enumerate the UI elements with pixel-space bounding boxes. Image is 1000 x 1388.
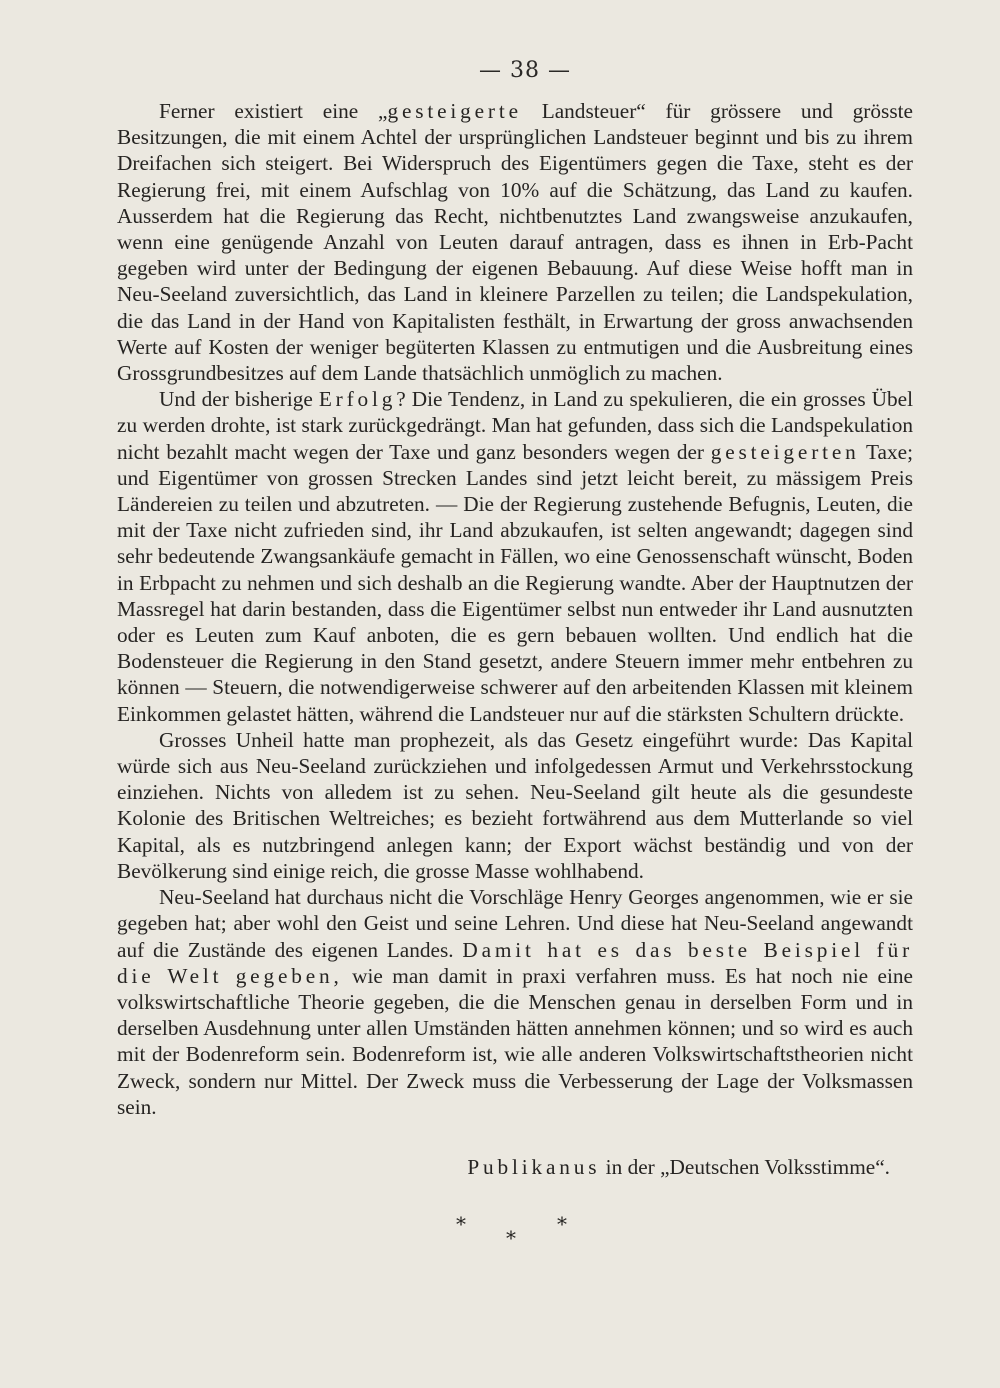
paragraph-text: Landsteuer“ für grössere und grösste Besitzungen, die mit einem Achtel der ursprünglichen Landsteuer beginnt und bis zu ihrem Dreifachen sich steigert. Bei Widerspruch des Eigentümers gegen die Taxe, steht es der Regierung frei, mit einem Aufschlag von 10% auf die Schätzung, das Land zu kaufen. Ausserdem hat die Regierung das Recht, nichtbenutztes Land zwangsweise anzukaufen, wenn eine genügende Anzahl von Leuten darauf antragen, dass es ihnen in Erb-Pacht gegeben wird unter der Bedingung der eigenen Bebauung. Auf diese Weise hofft man in Neu-Seeland zuversichtlich, das Land in kleinere Parzellen zu teilen; die Landspekulation, die das Land in der Hand von Kapitalisten festhält, in Erwartung der gross anwachsenden Werte auf Kosten der weniger begüterten Klassen zu entmutigen und die Ausbreitung eines Grossgrundbesitzes auf dem Lande thatsächlich unmöglich zu machen.: [117, 99, 913, 386]
paragraph-text: Und der bisherige: [159, 387, 319, 412]
paragraph-text: Grosses Unheil hatte man prophezeit, als das Gesetz eingeführt wurde: Das Kapital würde sich aus Neu-Seeland zurückziehen und infolgedessen Armut und Verkehrsstockung einziehen. Nichts von alledem ist zu sehen. Neu-Seeland gilt heute als die gesundeste Kolonie des Britischen Weltreiches; es bezieht fortwährend aus dem Mutterlande so viel Kapital, als es nutzbringend anlegen kann; der Export wächst beständig und von der Bevölkerung sind einige reich, die grosse Masse wohlhabend.: [117, 727, 913, 883]
paragraph: [117, 884, 913, 1120]
emphasized-text: Erfolg: [318, 387, 397, 412]
attribution-author: Publikanus: [467, 1155, 601, 1179]
asterism-ornament: [0, 1212, 1000, 1252]
emphasized-text: Damit hat es das beste Beispiel für die Welt gegeben,: [117, 937, 913, 988]
body-text: [117, 98, 913, 1120]
asterism-star-left: *: [456, 1212, 466, 1236]
asterism-star-bottom: *: [506, 1226, 516, 1250]
paragraph: [117, 386, 913, 727]
attribution: [117, 1154, 890, 1180]
attribution-source: in der „Deutschen Volksstimme“.: [600, 1155, 890, 1179]
paragraph-text: ? Die Tendenz, in Land zu spekulieren, die ein grosses Übel zu werden drohte, ist stark zurückgedrängt. Man hat gefunden, dass sich die Landspekulation nicht bezahlt macht wegen der Taxe und ganz besonders wegen der: [117, 387, 913, 464]
paragraph-text: Taxe; und Eigentümer von grossen Strecken Landes sind jetzt leicht bereit, zu mässigem Preis Ländereien zu teilen und abzutreten. — Die der Regierung zustehende Befugnis, Leuten, die mit der Taxe nicht zufrieden sind, ihr Land abzukaufen, ist selten angewandt; dagegen sind sehr bedeutende Zwangsankäufe gemacht in Fällen, wo eine Genossenschaft wünscht, Boden in Erbpacht zu nehmen und sich deshalb an die Regierung wandte. Aber der Hauptnutzen der Massregel hat darin bestanden, dass die Eigentümer selbst nun entweder ihr Land ausnutzten oder es Leuten zum Kauf anboten, die es gern bebauen wollten. Und endlich hat die Bodensteuer die Regierung in den Stand gesetzt, andere Steuern immer mehr entbehren zu können — Steuern, die notwendigerweise schwerer auf den arbeitenden Klassen mit kleinem Einkommen gelastet hätten, während die Landsteuer nur auf die stärksten Schultern drückte.: [117, 439, 913, 726]
emphasized-text: gesteigerte: [387, 99, 522, 123]
emphasized-text: gesteigerten: [710, 439, 860, 464]
paragraph-text: Neu-Seeland hat durchaus nicht die Vorschläge Henry Georges angenommen, wie er sie gegeben hat; aber wohl den Geist und seine Lehren. Und diese hat Neu-Seeland angewandt auf die Zustände des eigenen Landes.: [117, 885, 913, 962]
asterism-star-right: *: [557, 1212, 567, 1236]
paragraph: [117, 98, 913, 386]
paragraph-text: wie man damit in praxi verfahren muss. Es hat noch nie eine volkswirtschaftliche Theorie gegeben, die die Menschen genau in derselben Form und in derselben Ausdehnung unter allen Umständen hätten annehmen können; und so wird es auch mit der Bodenreform sein. Bodenreform ist, wie alle anderen Volkswirtschaftstheorien nicht Zweck, sondern nur Mittel. Der Zweck muss die Verbesserung der Lage der Volksmassen sein.: [117, 963, 913, 1119]
paragraph-text: Ferner existiert eine „: [159, 99, 388, 123]
page-number: — 38 —: [479, 58, 571, 83]
paragraph: [117, 727, 913, 884]
